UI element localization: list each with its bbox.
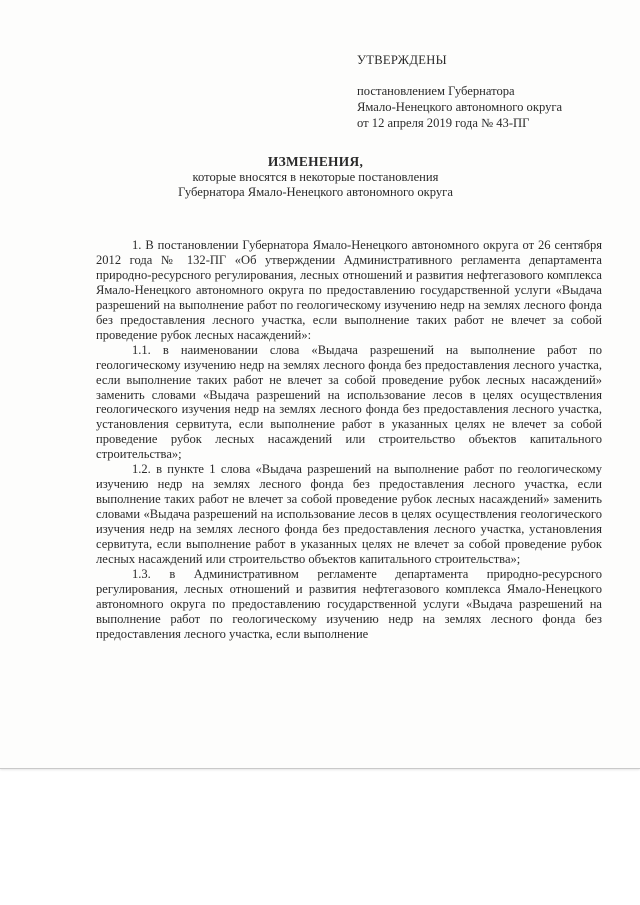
body-paragraph: 1.3. в Административном регламенте департамента природно-ресурсного регулирования, лесных отношений и развития нефтегазового комплекса Ямало-Ненецкого автономного округа по предоставлению государственной услуги «Выдача разрешений на выполнение работ по геологическому изучению недр на землях лесного фонда без предоставления лесного участка, если выполнение [96, 566, 602, 641]
document-body [96, 238, 602, 642]
document-title-block [96, 154, 535, 200]
approval-line: Ямало-Ненецкого автономного округа [357, 100, 563, 114]
approval-stamp [357, 52, 562, 131]
body-paragraph: 1. В постановлении Губернатора Ямало-Ненецкого автономного округа от 26 сентября 2012 года № 132-ПГ «Об утверждении Административного регламента департамента природно-ресурсного регулирования, лесных отношений и развития нефтегазового комплекса Ямало-Ненецкого автономного округа по предоставлению государственной услуги «Выдача разрешений на выполнение работ по геологическому изучению недр на землях лесного фонда без предоставления лесного участка, если выполнение таких работ не влечет за собой проведение рубок лесных насаждений»: [96, 238, 602, 342]
approval-line: от 12 апреля 2019 года № 43-ПГ [357, 116, 530, 130]
document-subtitle-line: Губернатора Ямало-Ненецкого автономного округа [178, 185, 453, 199]
approval-line: постановлением Губернатора [357, 84, 515, 98]
body-paragraph: 1.1. в наименовании слова «Выдача разрешений на выполнение работ по геологическому изучению недр на землях лесного фонда без предоставления лесного участка, если выполнение таких работ не влечет за собой проведение рубок лесных насаждений» заменить словами «Выдача разрешений на использование лесов в целях осуществления геологического изучения недр на землях лесного фонда без предоставления лесного участка, установления сервитута, если выполнение работ в указанных целях не влечет за собой проведение рубок лесных насаждений или строительство объектов капитального строительства»; [96, 342, 602, 462]
document-title: ИЗМЕНЕНИЯ, [267, 154, 364, 169]
approval-heading: УТВЕРЖДЕНЫ [357, 53, 447, 67]
document-subtitle-line: которые вносятся в некоторые постановления [192, 170, 439, 184]
body-paragraph: 1.2. в пункте 1 слова «Выдача разрешений на выполнение работ по геологическому изучению недр на землях лесного фонда без предоставления лесного участка, если выполнение таких работ не влечет за собой проведение рубок лесных насаждений» заменить словами «Выдача разрешений на использование лесов в целях осуществления геологического изучения недр на землях лесного фонда без предоставления лесного участка, установления сервитута, если выполнение работ в указанных целях не влечет за собой проведение рубок лесных насаждений или строительство объектов капитального строительства»; [96, 462, 602, 567]
